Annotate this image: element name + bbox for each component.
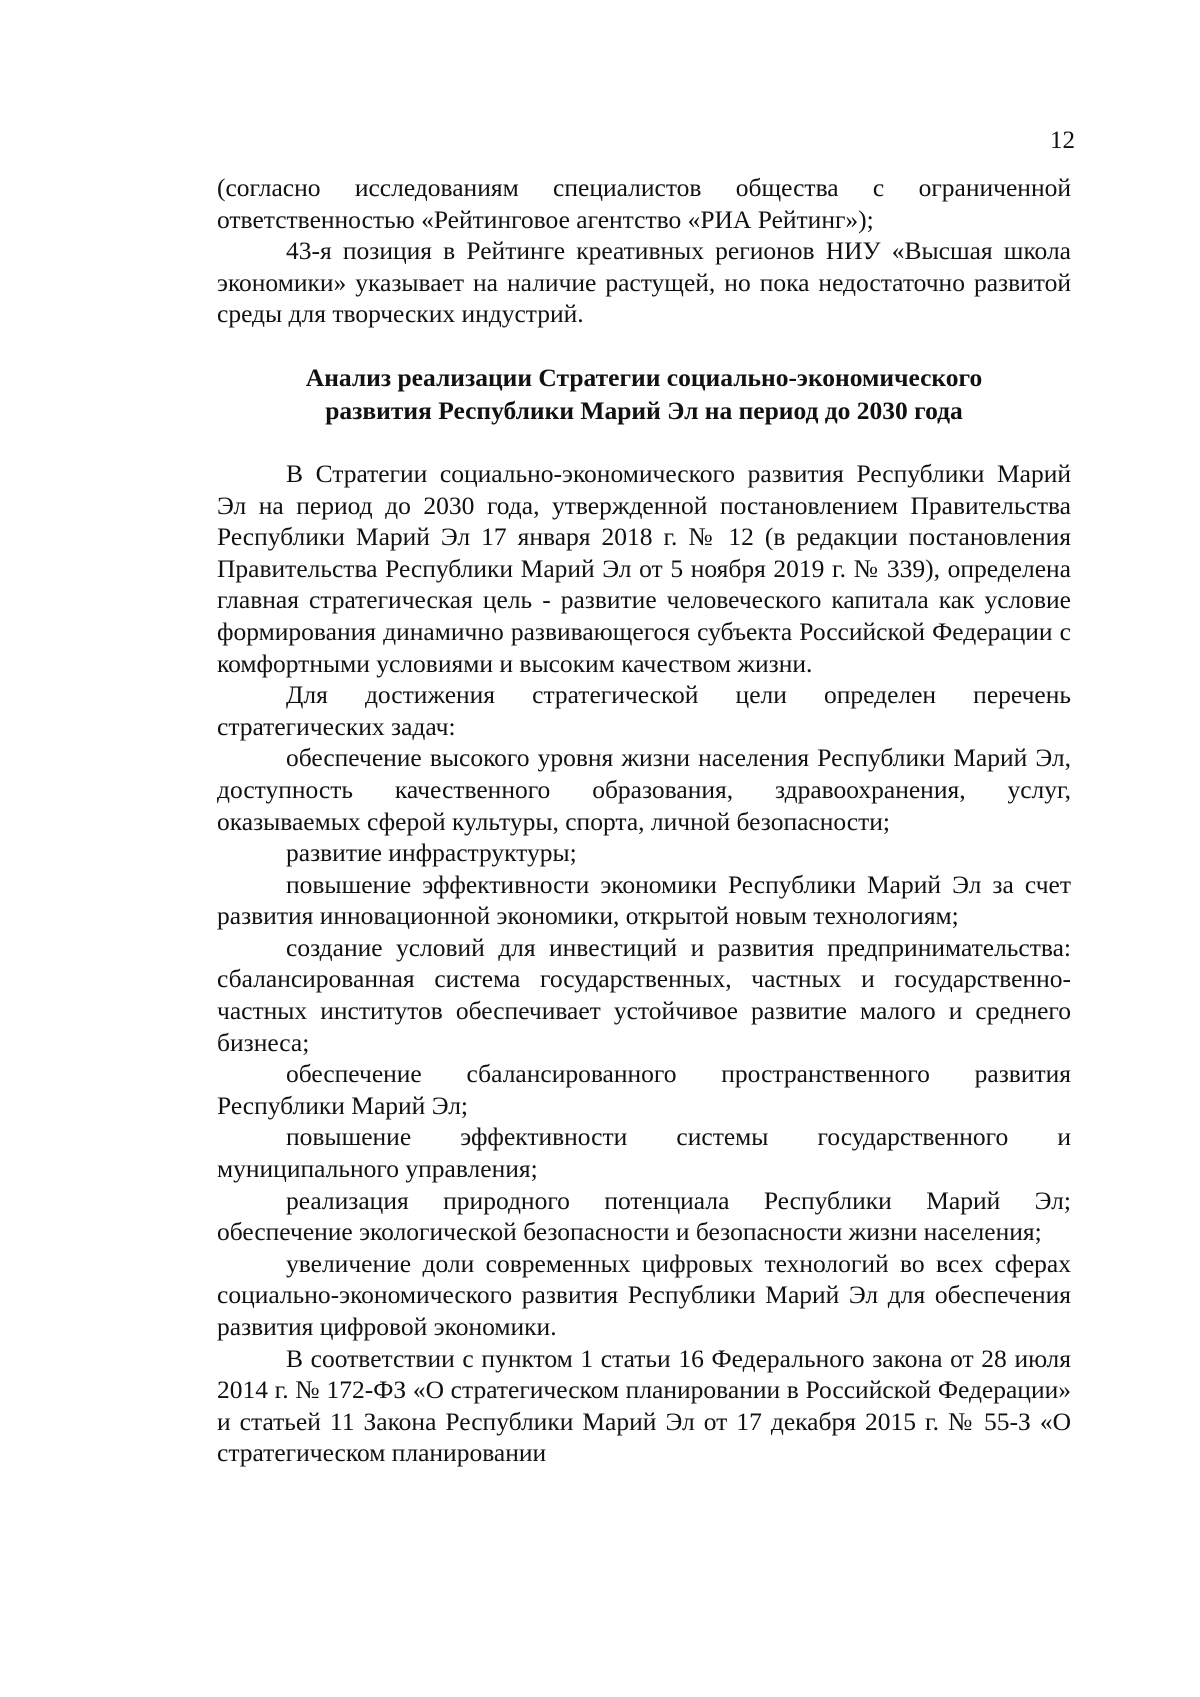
document-body	[217, 172, 1071, 1469]
list-item: повышение эффективности экономики Республики Марий Эл за счет развития инновационной экономики, открытой новым технологиям;	[217, 869, 1071, 931]
page-number: 12	[1050, 127, 1075, 154]
section-heading-line: Анализ реализации Стратегии социально-экономического	[305, 362, 983, 392]
list-item: обеспечение сбалансированного пространственного развития Республики Марий Эл;	[217, 1059, 1071, 1120]
list-item: обеспечение высокого уровня жизни населения Республики Марий Эл, доступность качественного образования, здравоохранения, услуг, оказываемых сферой культуры, спорта, личной безопасности;	[217, 743, 1071, 836]
list-item: повышение эффективности системы государственного и муниципального управления;	[217, 1122, 1071, 1184]
list-item: реализация природного потенциала Республики Марий Эл; обеспечение экологической безопасности и безопасности жизни населения;	[217, 1185, 1071, 1247]
list-item: создание условий для инвестиций и развития предпринимательства: сбалансированная система государственных, частных и государственно-частных институтов обеспечивает устойчивое развитие малого и среднего бизнеса;	[217, 932, 1071, 1057]
paragraph: В Стратегии социально-экономического развития Республики Марий Эл на период до 2030 года, утвержденной постановлением Правительства Республики Марий Эл 17 января 2018 г. № 12 (в редакции постановления Правительства Республики Марий Эл от 5 ноября 2019 г. № 339), определена главная стратегическая цель - развитие человеческого капитала как условие формирования динамично развивающегося субъекта Российской Федерации с комфортными условиями и высоким качеством жизни.	[217, 458, 1071, 678]
paragraph: (согласно исследованиям специалистов общества с ограниченной ответственностью «Рейтинговое агентство «РИА Рейтинг»);	[217, 173, 1071, 234]
paragraph: 43-я позиция в Рейтинге креативных регионов НИУ «Высшая школа экономики» указывает на наличие растущей, но пока недостаточно развитой среды для творческих индустрий.	[217, 236, 1071, 329]
paragraph: В соответствии с пунктом 1 статьи 16 Федерального закона от 28 июля 2014 г. № 172-ФЗ «О стратегическом планировании в Российской Федерации» и статьей 11 Закона Республики Марий Эл от 17 декабря 2015 г. № 55-З «О стратегическом планировании	[217, 1343, 1071, 1468]
list-item: увеличение доли современных цифровых технологий во всех сферах социально-экономического развития Республики Марий Эл для обеспечения развития цифровой экономики.	[217, 1248, 1071, 1341]
section-heading	[217, 361, 1071, 427]
paragraph: Для достижения стратегической цели определен перечень стратегических задач:	[217, 680, 1071, 741]
section-heading-line: развития Республики Марий Эл на период до 2030 года	[325, 395, 963, 425]
list-item: развитие инфраструктуры;	[286, 838, 577, 868]
